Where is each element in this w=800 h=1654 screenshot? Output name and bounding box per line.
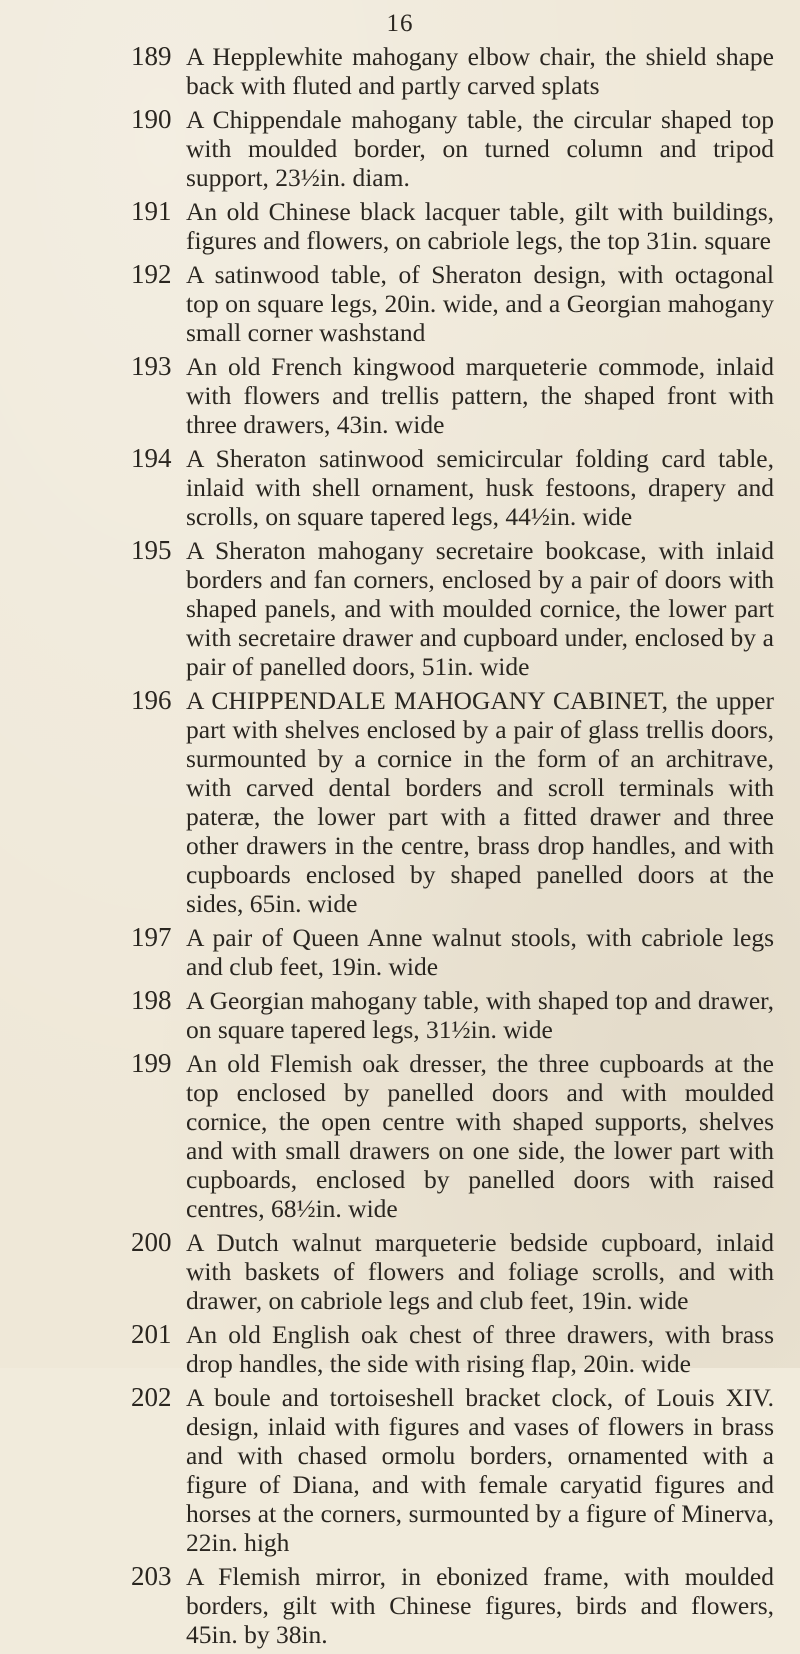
lot-entry (0, 42, 800, 100)
lot-number: 189 (131, 41, 172, 71)
lot-description: A CHIPPENDALE MAHOGANY CABINET, the upper part with shelves enclosed by a pair of glass trellis doors, surmounted by a cornice in the form of an architrave, with carved dental borders and scroll terminals with pateræ, the lower part with a fitted drawer and three other drawers in the centre, brass drop handles, and with cupboards enclosed by shaped panelled doors at the sides, 65in. wide (186, 686, 774, 918)
lot-entry (0, 105, 800, 192)
lot-description: A satinwood table, of Sheraton design, with octagonal top on square legs, 20in. wide, and a Georgian mahogany small corner washstand (186, 260, 774, 347)
lot-entry (0, 352, 800, 439)
lot-number: 203 (131, 1561, 172, 1591)
page-number: 16 (386, 10, 414, 37)
lot-description: A Georgian mahogany table, with shaped top and drawer, on square tapered legs, 31½in. wide (186, 986, 774, 1044)
lot-number: 197 (131, 922, 172, 952)
lot-description: A boule and tortoiseshell bracket clock, of Louis XIV. design, inlaid with figures and vases of flowers in brass and with chased ormolu borders, ornamented with a figure of Diana, and with female caryatid figures and horses at the corners, surmounted by a figure of Minerva, 22in. high (186, 1383, 774, 1557)
lot-description: A Sheraton mahogany secretaire bookcase, with inlaid borders and fan corners, enclosed by a pair of doors with shaped panels, and with moulded cornice, the lower part with secretaire drawer and cupboard under, enclosed by a pair of panelled doors, 51in. wide (186, 536, 774, 681)
lot-description: An old French kingwood marqueterie commode, inlaid with flowers and trellis pattern, the shaped front with three drawers, 43in. wide (186, 352, 774, 439)
lot-entry (0, 1049, 800, 1223)
lot-entry (0, 923, 800, 981)
lot-description: A Sheraton satinwood semicircular folding card table, inlaid with shell ornament, husk festoons, drapery and scrolls, on square tapered legs, 44½in. wide (186, 444, 774, 531)
lot-entry (0, 986, 800, 1044)
lot-entry (0, 1383, 800, 1557)
lot-description: An old Chinese black lacquer table, gilt with buildings, figures and flowers, on cabriole legs, the top 31in. square (186, 197, 774, 255)
lot-number: 199 (131, 1048, 172, 1078)
lot-description: An old English oak chest of three drawers, with brass drop handles, the side with rising flap, 20in. wide (186, 1320, 774, 1378)
lot-entry (0, 686, 800, 918)
lot-number: 198 (131, 985, 172, 1015)
lot-entry (0, 444, 800, 531)
lot-list (0, 42, 800, 1654)
lot-description: A Chippendale mahogany table, the circular shaped top with moulded border, on turned column and tripod support, 23½in. diam. (186, 105, 774, 192)
lot-description: An old Flemish oak dresser, the three cupboards at the top enclosed by panelled doors and with moulded cornice, the open centre with shaped supports, shelves and with small drawers on one side, the lower part with cupboards, enclosed by panelled doors with raised centres, 68½in. wide (186, 1049, 774, 1223)
lot-number: 200 (131, 1227, 172, 1257)
lot-entry (0, 1562, 800, 1649)
lot-entry (0, 1228, 800, 1315)
lot-number: 191 (131, 196, 172, 226)
lot-number: 201 (131, 1319, 172, 1349)
lot-description: A Flemish mirror, in ebonized frame, with moulded borders, gilt with Chinese figures, birds and flowers, 45in. by 38in. (186, 1562, 774, 1649)
lot-number: 190 (131, 104, 172, 134)
lot-entry (0, 536, 800, 681)
lot-number: 195 (131, 535, 172, 565)
lot-entry (0, 197, 800, 255)
lot-description: A Dutch walnut marqueterie bedside cupboard, inlaid with baskets of flowers and foliage scrolls, and with drawer, on cabriole legs and club feet, 19in. wide (186, 1228, 774, 1315)
lot-entry (0, 260, 800, 347)
lot-description: A pair of Queen Anne walnut stools, with cabriole legs and club feet, 19in. wide (186, 923, 774, 981)
lot-entry (0, 1320, 800, 1378)
lot-number: 194 (131, 443, 172, 473)
lot-number: 196 (131, 685, 172, 715)
lot-description: A Hepplewhite mahogany elbow chair, the shield shape back with fluted and partly carved splats (186, 42, 774, 100)
lot-number: 193 (131, 351, 172, 381)
lot-number: 192 (131, 259, 172, 289)
lot-number: 202 (131, 1382, 172, 1412)
